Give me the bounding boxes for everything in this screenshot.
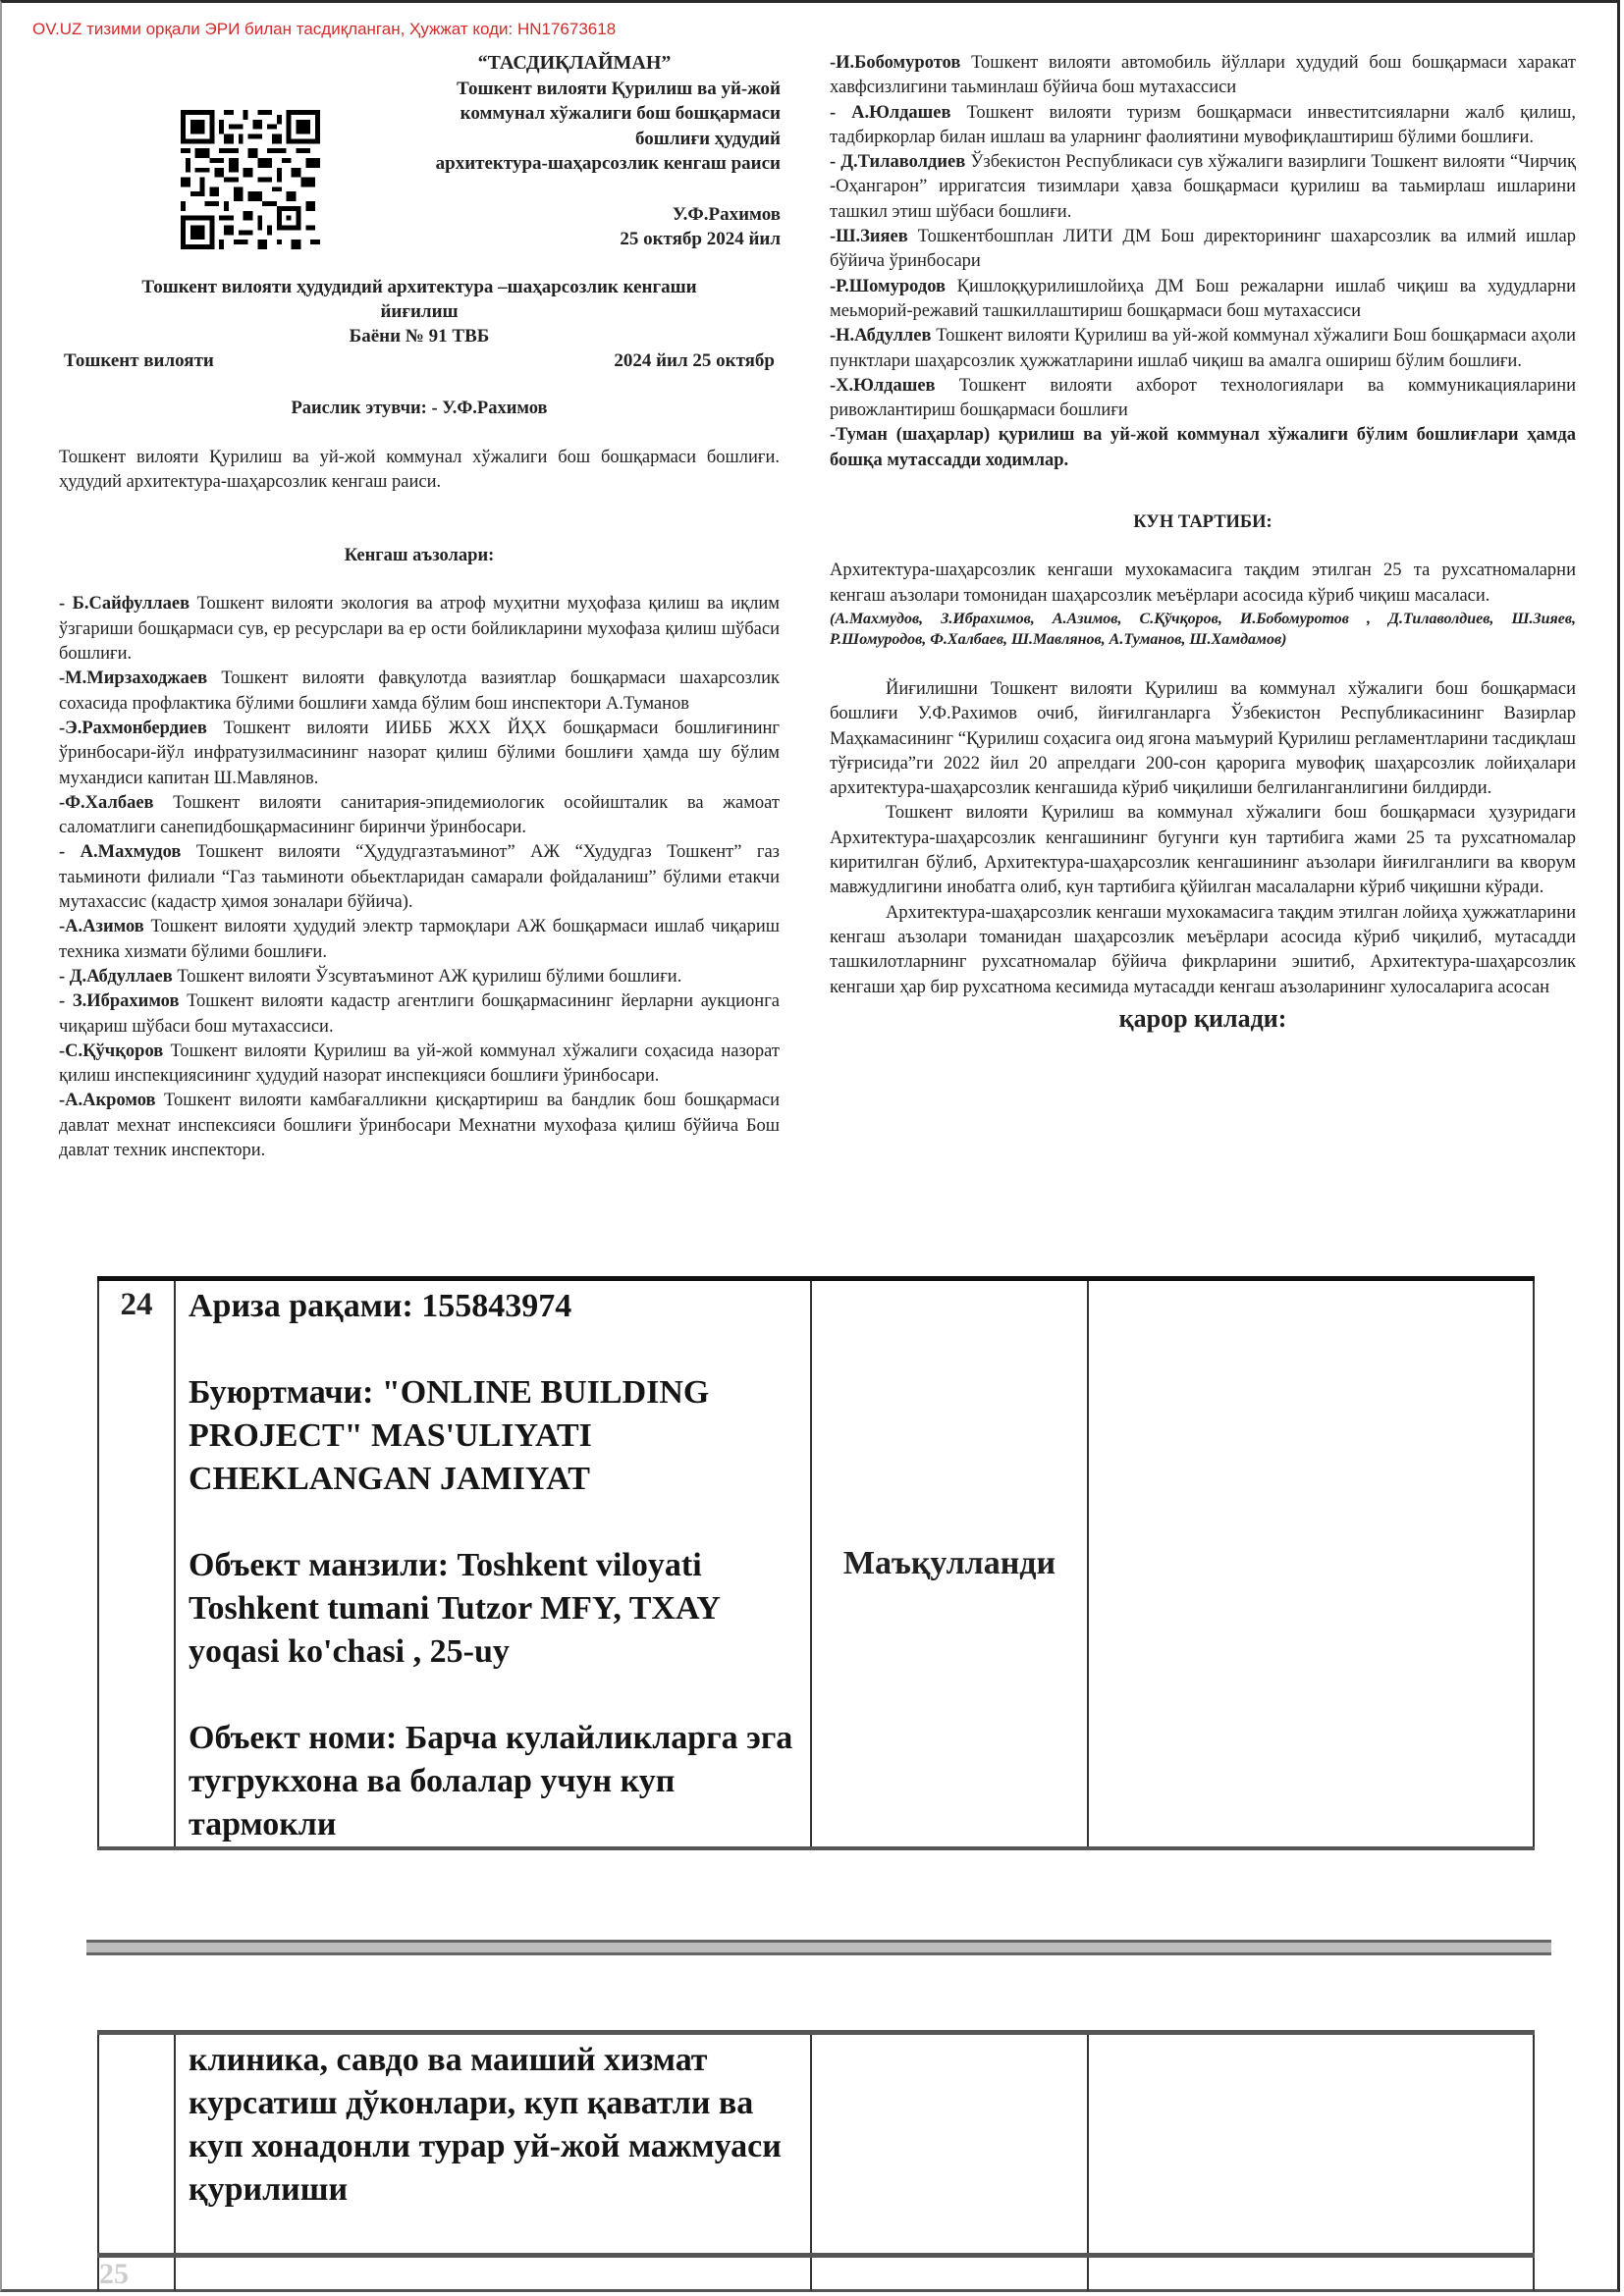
decides-heading: қарор қилади:: [1118, 1003, 1287, 1033]
row-number: 25: [98, 2256, 175, 2292]
member-item: - Д.Тилаволдиев Ўзбекистон Республикаси сув хўжалиги вазирлиги Тошкент вилояти “Чирчиқ -Оҳангарон” ирригатсия тизимлари ҳавза бошқармаси қурилиш ва таьмирлаш ишларини ташкил этиш шўбаси бошлиғи.: [830, 152, 1576, 222]
body-paragraph: Йиғилишни Тошкент вилояти Қурилиш ва коммунал хўжалиги бош бошқармаси бошлиғи У.Ф.Рахимов очиб, йиғилганларга Ўзбекистон Республикасининг Вазирлар Маҳкамасининг “Қурилиш соҳасига оид ягона маъмурий Қурилиш регламентларини тасдиқлаш тўғрисида”ги 2022 йил 20 апрелдаги 200-сон қарорига мувофиқ шаҳарсозлик лойиҳалари архитектура-шаҳарсозлик кенгашида кўриб чиқилиши белгиланганлигини билдирди.: [830, 678, 1576, 799]
place-date-row: [59, 348, 780, 373]
member-item: - Б.Сайфуллаев Тошкент вилояти экология ва атроф муҳитни муҳофаза қилиш ва иқлим ўзгариши бошқармаси сув, ер ресурслари ва ер ости бойликларини мухофаза қилиш шўбаси бошлиғи.: [59, 594, 780, 665]
member-item: -А.Акромов Тошкент вилояти камбағалликни қисқартириш ва бандлик бош бошқармаси давлат мехнат инспексияси бошлиғи ўринбосари Мехнатни мухофаза қилиш бўйича Бош давлат техник инспектори.: [59, 1091, 780, 1161]
agenda-text: Архитектура-шаҳарсозлик кенгаши мухокамасига тақдим этилган 25 та рухсатномаларни кенгаш аъзолари томонидан шаҳарсозлик меъёрлари асосида кўриб чиқиш масаласи.: [830, 561, 1576, 606]
approval-line: бошлиғи ҳудудий: [635, 128, 781, 149]
approval-line: архитектура-шаҳарсозлик кенгаш раиси: [435, 153, 781, 174]
approval-block: [329, 51, 781, 252]
table-row-partial: [98, 2256, 1534, 2292]
member-item: -Э.Рахмонбердиев Тошкент вилояти ИИББ ЖХХ ЙҲХ бошқармаси бошлиғининг ўринбосари-йўл инфратузилмасининг назорат қилиш бўлими бошлиғи ҳамда шу бўлим мухандиси капитан Ш.Мавлянов.: [59, 718, 780, 788]
member-item: - А.Юлдашев Тошкент вилояти туризм бошқармаси инвеститсияларни жалб қилиш, тадбиркорлар билан ишлаш ва уларнинг фаолиятини мувофиқлаштириш бўлими бошлиғи.: [830, 102, 1576, 147]
body-paragraph: Тошкент вилояти Қурилиш ва коммунал хўжалиги бош бошқармаси ҳузуридаги Архитектура-шаҳарсозлик кенгашининг бугунги кун тартибига жами 25 та рухсатномалар киритилган бўлиб, Архитектура-шаҳарсозлик кенгашининг аъзолари йиғилганлиги ва кворум мавжудлигини инобатга олиб, кун тартибига қўйилган масалаларни кўриб чиқишни кўради.: [830, 803, 1576, 898]
approval-heading: “ТАСДИҚЛАЙМАН”: [477, 52, 672, 74]
member-item: -Р.Шомуродов Қишлоққурилишлойиҳа ДМ Бош режаларни ишлаб чиқиш ва худудларни меьморий-режавий ташкиллаштириш бошқармаси бош мутахассиси: [830, 276, 1576, 321]
members-list-left: [59, 592, 780, 1163]
right-column: [830, 51, 1576, 1031]
approval-date: 25 октябр 2024 йил: [620, 229, 781, 249]
agenda-heading: КУН ТАРТИБИ:: [1133, 512, 1272, 533]
table-row: [98, 2033, 1534, 2256]
member-item: -И.Бобомуротов Тошкент вилояти автомобиль йўллари ҳудудий бош бошқармаси харакат хавфсизлигини таьминлаш бўйича бош мутахассиси: [830, 53, 1576, 98]
left-column: [59, 275, 780, 1163]
protocol-number: Баёни № 91 ТВБ: [349, 326, 490, 347]
member-item: -А.Азимов Тошкент вилояти ҳудудий электр тармоқлари АЖ бошқармаси ишлаб чиқариш техника хизмати бўлими бошлиғи.: [59, 917, 780, 962]
member-item: - З.Ибрахимов Тошкент вилояти кадастр агентлиги бошқармасининг йерларни аукционга чиқариш шўбаси бош мутахассиси.: [59, 991, 780, 1037]
row-number: [98, 2033, 175, 2256]
member-item: -М.Мирзаходжаев Тошкент вилояти фавқулотда вазиятлар бошқармаси шахарсозлик сохасида профлактика бўлими бошлиғи хамда бўлим бош инспектори А.Туманов: [59, 668, 780, 714]
approval-line: коммунал хўжалиги бош бошқармаси: [460, 103, 781, 124]
member-item: - А.Махмудов Тошкент вилояти “Ҳудудгазтаъминот” АЖ “Худудгаз Тошкент” газ таьминоти филиали “Газ таьминоти обьектларидан самарали фойдаланиш” бўлими етакчи мутахассис (кадастр ҳимоя зоналари бўйича).: [59, 842, 780, 913]
chair-label: Раислик этувчи: - У.Ф.Рахимов: [291, 399, 548, 419]
e-signature-stamp: ОV.UZ тизими орқали ЭРИ билан тасдиқланган, Ҳужжат коди: HN17673618: [32, 20, 617, 38]
customer: Буюртмачи: "ONLINE BUILDING PROJECT" MAS'ULIYATI CHEKLANGAN JAMIYAT: [189, 1374, 710, 1497]
member-item: -Ф.Халбаев Тошкент вилояти санитария-эпидемиологик осойишталик ва жамоат саломатлиги санепидбошқармасининг биринчи ўринбосари.: [59, 792, 780, 838]
object-name-continued: клиника, савдо ва маиший хизмат курсатиш дўконлари, куп қаватли ва куп хонадонли турар уй-жой мажмуаси қурилиши: [175, 2033, 811, 2256]
application-number: Ариза рақами: 155843974: [189, 1288, 572, 1324]
agenda-attendees: (А.Махмудов, З.Ибрахимов, А.Азимов, С.Қўчқоров, И.Бобомуротов , Д.Тилаволдиев, Ш.Зияев, Р.Шомуродов, Ф.Халбаев, Ш.Мавлянов, А.Туманов, Ш.Хамдамов): [830, 610, 1576, 648]
chair-description: Тошкент вилояти Қурилиш ва уй-жой коммунал хўжалиги бош бошқармаси бошлиғи. ҳудудий архитектура-шаҳарсозлик кенгаш раиси.: [59, 447, 780, 492]
object-address: Объект манзили: Toshkent viloyati Toshkent tumani Tutzor MFY, TXAY yoqasi ko'chasi , 25-uy: [189, 1547, 720, 1670]
place: Тошкент вилояти: [64, 350, 214, 371]
decision-table-continued: [97, 2030, 1535, 2291]
qr-code-icon: [181, 110, 320, 249]
page-break-divider: [86, 1940, 1551, 1955]
note-cell: [1088, 1279, 1534, 1849]
members-list-right: [830, 51, 1576, 473]
body-paragraph: Архитектура-шаҳарсозлик кенгаши мухокамасига тақдим этилган лойиҳа ҳужжатларини кенгаш аъзолари томанидан шаҳарсозлик меъёрлари асосида кўриб чиқилиб, мутасадди ташкилотларнинг рухсатномалар бўйича фикрларини эшитиб, Архитектура-шаҳарсозлик кенгаши ҳар бир рухсатнома кесимида мутасадди кенгаш аъзоларининг хулосаларига асосан: [830, 902, 1576, 997]
object-name: Объект номи: Барча кулайликларга эга тугрукхона ва болалар учун куп тармокли: [189, 1720, 793, 1842]
note-cell: [1088, 2033, 1534, 2256]
application-details: [175, 1279, 811, 1849]
member-item: -Н.Абдуллев Тошкент вилояти Қурилиш ва уй-жой коммунал хўжалиги Бош бошқармаси аҳоли пунктлари шаҳарсозлик ҳужжатларини ишлаб чиқиш ва амалга ошириш бўлим бошлиғи.: [830, 326, 1576, 371]
table-row: [98, 1279, 1534, 1849]
members-heading: Кенгаш аъзолари:: [344, 546, 495, 566]
decision-status: Маъқулланди: [811, 1279, 1088, 1849]
decision-table: [97, 1276, 1535, 1850]
approval-line: Тошкент вилояти Қурилиш ва уй-жой: [457, 78, 781, 99]
member-item: -С.Қўчқоров Тошкент вилояти Қурилиш ва уй-жой коммунал хўжалиги соҳасида назорат қилиш инспекциясининг ҳудудий назорат инспекцияси бошлиғи ўринбосари.: [59, 1041, 780, 1087]
approval-signer: У.Ф.Рахимов: [672, 203, 781, 225]
other-attendees: -Туман (шаҳарлар) қурилиш ва уй-жой коммунал хўжалиги бўлим бошлиғлари ҳамда бошқа мутассадди ходимлар.: [830, 425, 1576, 470]
member-item: - Д.Абдуллаев Тошкент вилояти Ўзсувтаъминот АЖ қурилиш бўлими бошлиғи.: [59, 966, 682, 987]
meeting-date: 2024 йил 25 октябр: [614, 350, 775, 371]
row-number: 24: [98, 1279, 175, 1849]
member-item: -Ш.Зияев Тошкентбошплан ЛИТИ ДМ Бош директорининг шахарсозлик ва илмий ишлар бўйича ўринбосари: [830, 227, 1576, 272]
member-item: -Х.Юлдашев Тошкент вилояти ахборот технологиялари ва коммуникацияларини ривожлантириш бошқармаси бошлиғи: [830, 375, 1576, 421]
decision-status: [811, 2033, 1088, 2256]
document-title: Тошкент вилояти ҳудудидий архитектура –шаҳарсозлик кенгаши йиғилиш Баёни № 91 ТВБ: [59, 275, 780, 348]
